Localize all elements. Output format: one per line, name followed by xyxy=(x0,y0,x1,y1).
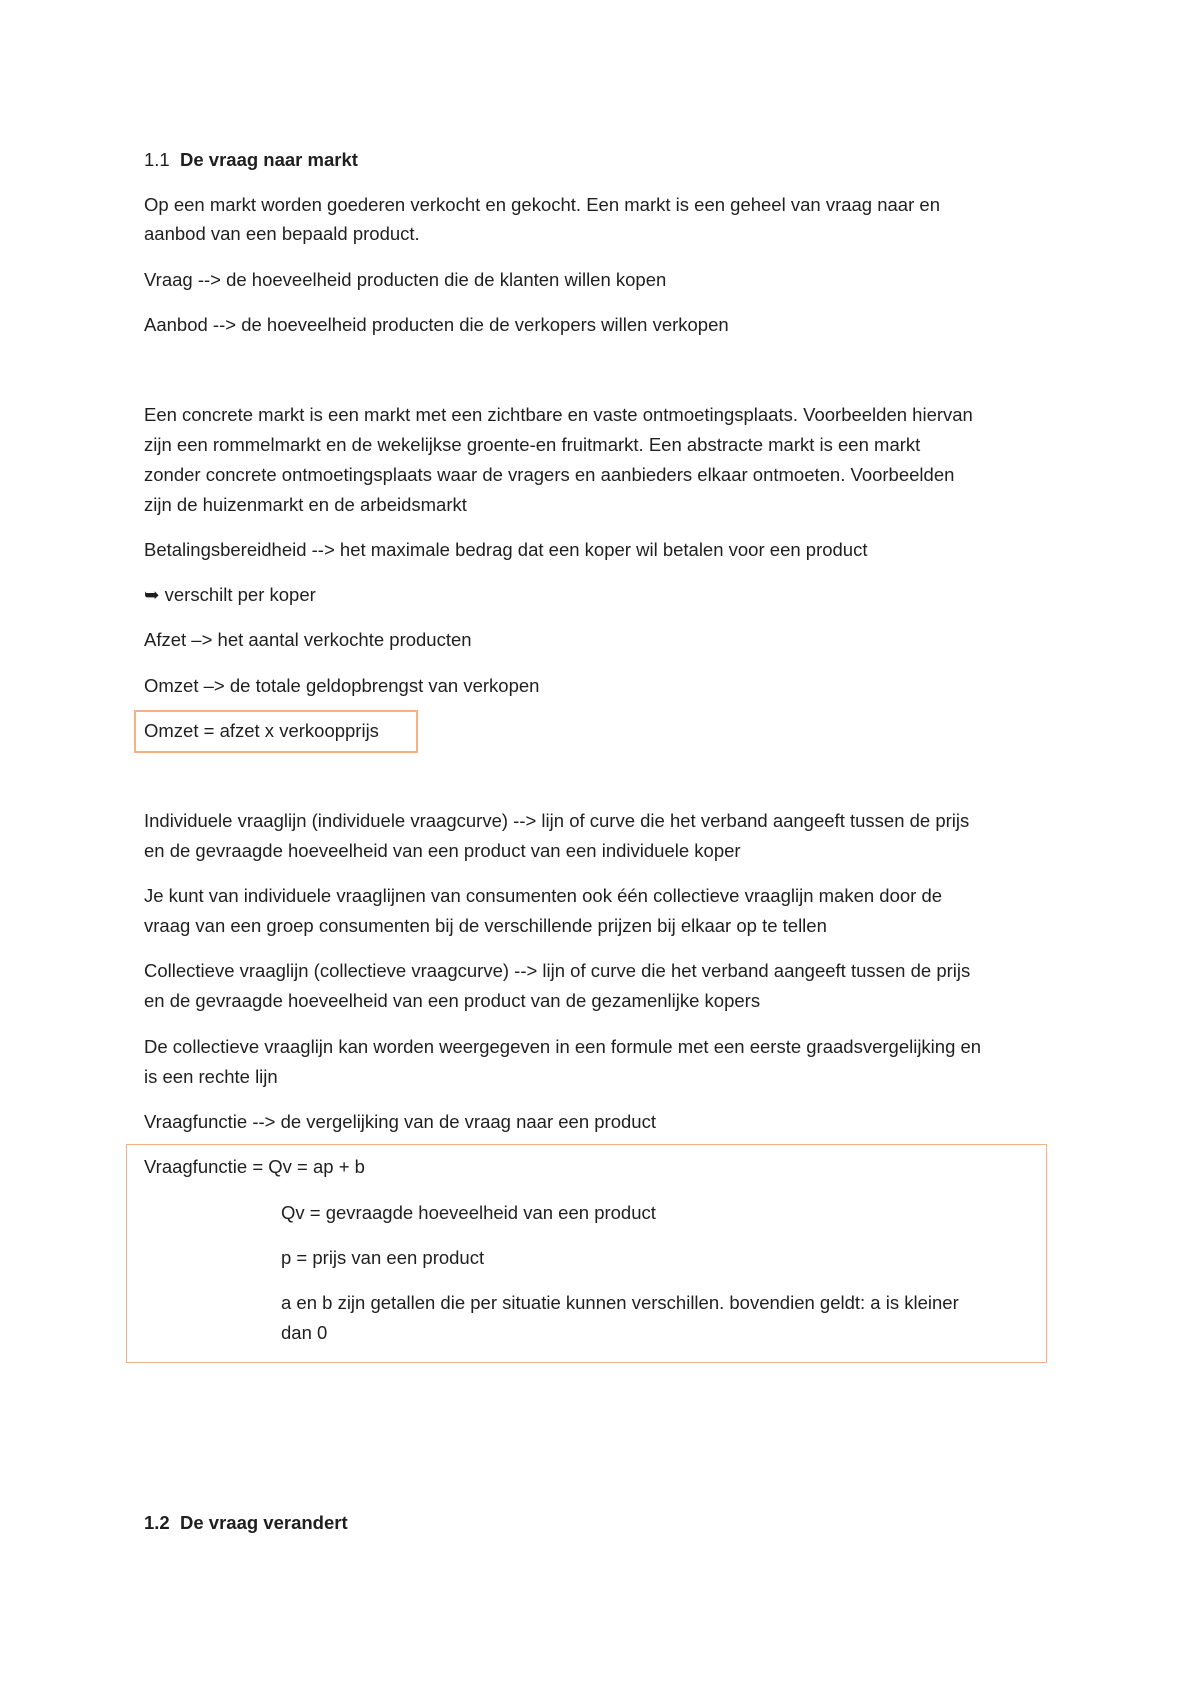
section-heading-1-2 xyxy=(144,1508,348,1538)
paragraph-line: Collectieve vraaglijn (collectieve vraagcurve) --> lijn of curve die het verband aangeeft tussen de prijs xyxy=(144,960,971,981)
definition-aanbod: Aanbod --> de hoeveelheid producten die de verkopers willen verkopen xyxy=(144,314,729,335)
paragraph-line: zijn een rommelmarkt en de wekelijkse groente-en fruitmarkt. Een abstracte markt is een markt xyxy=(144,434,921,455)
section-number: 1.2 xyxy=(144,1512,170,1533)
section-title: De vraag naar markt xyxy=(180,149,358,170)
formula-definition-qv: Qv = gevraagde hoeveelheid van een product xyxy=(281,1202,656,1223)
section-heading-1-1 xyxy=(144,145,358,175)
formula-definition-ab: a en b zijn getallen die per situatie kunnen verschillen. bovendien geldt: a is kleiner xyxy=(281,1292,959,1313)
formula-definition-ab: dan 0 xyxy=(281,1322,328,1343)
paragraph-line: De collectieve vraaglijn kan worden weergegeven in een formule met een eerste graadsvergelijking en xyxy=(144,1036,982,1057)
definition-vraag: Vraag --> de hoeveelheid producten die de klanten willen kopen xyxy=(144,269,667,290)
definition-afzet: Afzet –> het aantal verkochte producten xyxy=(144,629,472,650)
formula-definition-p: p = prijs van een product xyxy=(281,1247,485,1268)
paragraph-line: en de gevraagde hoeveelheid van een product van de gezamenlijke kopers xyxy=(144,990,761,1011)
definition-betalingsbereidheid: Betalingsbereidheid --> het maximale bedrag dat een koper wil betalen voor een product xyxy=(144,539,868,560)
paragraph-line: Een concrete markt is een markt met een zichtbare en vaste ontmoetingsplaats. Voorbeelden hiervan xyxy=(144,404,973,425)
paragraph-line: en de gevraagde hoeveelheid van een product van een individuele koper xyxy=(144,840,741,861)
formula-omzet: Omzet = afzet x verkoopprijs xyxy=(144,720,379,741)
paragraph-line: Op een markt worden goederen verkocht en gekocht. Een markt is een geheel van vraag naar en xyxy=(144,194,940,215)
paragraph-line: Je kunt van individuele vraaglijnen van consumenten ook één collectieve vraaglijn maken door de xyxy=(144,885,943,906)
paragraph-line: is een rechte lijn xyxy=(144,1066,278,1087)
section-number: 1.1 xyxy=(144,149,170,170)
paragraph-line: zonder concrete ontmoetingsplaats waar de vragers en aanbieders elkaar ontmoeten. Voorbeelden xyxy=(144,464,955,485)
paragraph-line: vraag van een groep consumenten bij de verschillende prijzen bij elkaar op te tellen xyxy=(144,915,827,936)
formula-vraagfunctie: Vraagfunctie = Qv = ap + b xyxy=(144,1156,365,1177)
note-verschilt-per-koper: ➥ verschilt per koper xyxy=(144,584,316,605)
definition-omzet: Omzet –> de totale geldopbrengst van verkopen xyxy=(144,675,540,696)
paragraph-line: aanbod van een bepaald product. xyxy=(144,223,420,244)
section-title: De vraag verandert xyxy=(180,1512,348,1533)
definition-vraagfunctie: Vraagfunctie --> de vergelijking van de vraag naar een product xyxy=(144,1111,656,1132)
paragraph-line: Individuele vraaglijn (individuele vraagcurve) --> lijn of curve die het verband aangeeft tussen de prijs xyxy=(144,810,970,831)
paragraph-line: zijn de huizenmarkt en de arbeidsmarkt xyxy=(144,494,467,515)
